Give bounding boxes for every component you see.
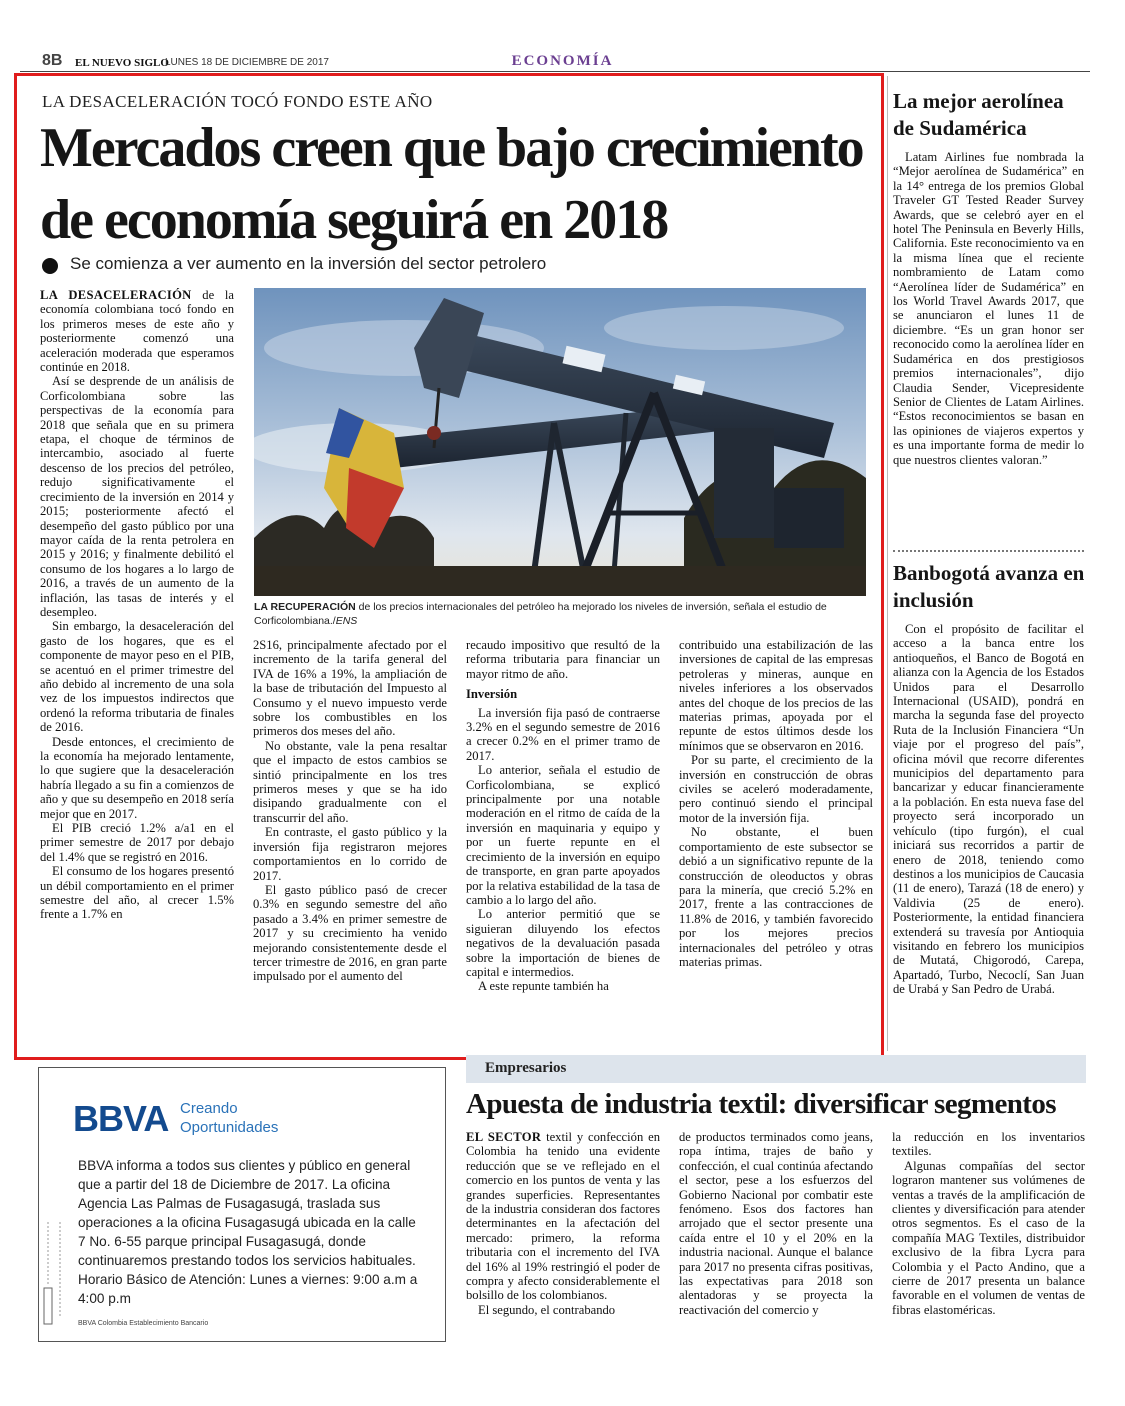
paragraph: textil y confección en Colombia ha tenido una evidente reducción que se ve reflejado en el comercio en los puntos de venta y las grandes superficies. Representantes de la industria consideran dos factores determinantes en la afectación del mercado: primero, la reforma tributaria con el incremento del IVA del 16% al 19% restringió el poder de compra y afecto considerablemente el bolsillo de los colombianos. bbox=[466, 1130, 660, 1303]
empresarios-label: Empresarios bbox=[485, 1060, 567, 1076]
paragraph: El gasto público pasó de crecer 0.3% en segundo semestre del año pasado a 3.4% en primer semestre de 2017 y su crecimiento ha venido mejorando consistentemente desde el tercer trimestre de 2016, en gran parte impulsado por el aumento del bbox=[253, 882, 447, 984]
slogan-line-1: Creando bbox=[180, 1100, 238, 1117]
article-deck: Se comienza a ver aumento en la inversión del sector petrolero bbox=[70, 254, 547, 273]
paragraph: Lo anterior, señala el estudio de Corficolombiana, se explicó principalmente por una notable moderación en el ritmo de caída de la inversión en maquinaria y equipo y por un fuerte repunte en el crecimiento de la inversión en equipo de transporte, en gran parte apoyados por la relativa estabilidad de la tasa de cambio a lo largo del año. bbox=[466, 763, 660, 907]
paragraph: En contraste, el gasto público y la inversión fija registraron mejores comportamientos en lo corrido de 2017. bbox=[253, 825, 447, 883]
paragraph: El PIB creció 1.2% a/a1 en el primer semestre de 2017 por debajo del 1.4% que se registró en 2016. bbox=[40, 821, 234, 864]
empresarios-column-3 bbox=[892, 1130, 1085, 1317]
sidebar-separator bbox=[893, 550, 1084, 552]
article-column-3 bbox=[466, 638, 660, 994]
article-headline bbox=[40, 112, 870, 256]
header-rule bbox=[20, 71, 1090, 72]
deck-bullet bbox=[42, 258, 58, 274]
article-lead-word: LA DESACELERACIÓN bbox=[40, 288, 192, 302]
paragraph: No obstante, vale la pena resaltar que el impacto de estos cambios se sintió principalmente en los tres primeros meses y que se ha ido disipando gradualmente con el transcurrir del año. bbox=[253, 738, 447, 825]
paragraph: recaudo impositivo que resultó de la reforma tributaria para financiar un mayor ritmo de año. bbox=[466, 638, 660, 681]
paragraph: Desde entonces, el crecimiento de la economía ha mejorado lentamente, lo que sugiere que la desaceleración habría llegado a su fin a comienzos de año y que su desempeño en 2018 sería mejor que en 2017. bbox=[40, 734, 234, 821]
oil-pumpjack-photo bbox=[254, 288, 866, 596]
paragraph: 2S16, principalmente afectado por el incremento de la tarifa general del IVA de 16% a 19%, la ampliación de la base de tributación del Impuesto al Consumo y el nuevo impuesto verde sobre los combustibles en los primeros dos meses del año. bbox=[253, 638, 447, 739]
sidebar-divider bbox=[887, 76, 888, 1051]
headline-line-1: Mercados creen que bajo crecimiento bbox=[40, 117, 863, 179]
article-column-1 bbox=[40, 288, 234, 922]
paragraph: A este repunte también ha bbox=[478, 979, 609, 994]
ad-hours: Horario Básico de Atención: Lunes a viernes: 9:00 a.m a 4:00 p.m bbox=[78, 1272, 418, 1306]
caption-lead: LA RECUPERACIÓN bbox=[254, 601, 356, 613]
publication-date: LUNES 18 DE DICIEMBRE DE 2017 bbox=[165, 57, 329, 68]
photo-caption bbox=[254, 600, 869, 628]
article-lead-word: EL SECTOR bbox=[466, 1130, 542, 1144]
paragraph: de productos terminados como jeans, ropa íntima, trajes de baño y confección, el cual continúa afectando el sector, pese a los esfuerzos del Gobierno Nacional por combatir este fenómeno. Esos dos factores han arrojado que el sector presente una caída entre el 10 y el 20% en la industria nacional. Aunque el balance para 2017 no presenta cifras positivas, las expectativas para 2018 son alentadoras y se proyecta la reactivación del comercio y bbox=[679, 1130, 873, 1317]
article-column-2 bbox=[253, 638, 447, 984]
sidebar-story-1-body bbox=[893, 150, 1084, 467]
caption-text: de los precios internacionales del petróleo ha mejorado los niveles de inversión, señala el estudio de Corficolombiana./ bbox=[254, 601, 827, 627]
paragraph: No obstante, el buen comportamiento de este subsector se debió a un significativo repunte de la construcción de oleoductos y obras para la minería, que creció 5.2% en 2017, frente a las contracciones de 11.8% de 2016, y también favorecido por los mejores precios internacionales del petróleo y otras materias primas. bbox=[679, 825, 873, 969]
empresarios-column-1 bbox=[466, 1130, 660, 1317]
empresarios-column-2 bbox=[679, 1130, 873, 1317]
paragraph: El segundo, el contrabando bbox=[478, 1302, 616, 1317]
publication-name: EL NUEVO SIGLO bbox=[75, 57, 169, 69]
paragraph: la reducción en los inventarios textiles. bbox=[892, 1130, 1085, 1159]
vertical-fineprint-icon bbox=[42, 1218, 70, 1326]
slogan-line-2: Oportunidades bbox=[180, 1119, 279, 1136]
empresarios-headline: Apuesta de industria textil: diversificar segmentos bbox=[466, 1088, 1056, 1120]
paragraph: Por su parte, el crecimiento de la inversión en construcción de obras civiles se aceleró moderadamente, pero continuó siendo el principal motor de la inversión fija. bbox=[679, 753, 873, 825]
paragraph: contribuido una estabilización de las inversiones de capital de las empresas petroleras y mineras, aunque en niveles inferiores a los observados antes del choque de los precios de las materias primas, apoyada por el repunte de estos últimos desde los mínimos que se observaron en 2016. bbox=[679, 638, 873, 753]
sidebar-story-1-title: La mejor aerolínea de Sudamérica bbox=[893, 89, 1064, 140]
page-number: 8B bbox=[42, 52, 63, 69]
ad-notice: BBVA informa a todos sus clientes y público en general que a partir del 18 de Diciembre de 2017. La oficina Agencia Las Palmas de Fusagasugá, traslada sus operaciones a la oficina Fusagasugá ubicada en la calle 7 No. 6-55 parque principal Fusagasugá, donde continuaremos prestando todos los servicios habituales. bbox=[78, 1158, 416, 1268]
sidebar-story-2-body bbox=[893, 622, 1084, 997]
paragraph: Latam Airlines fue nombrada la “Mejor aerolínea de Sudamérica” en la 14° entrega de los premios Global Traveler GT Tested Reader Survey Awards, que se celebró ayer en el hotel The Peninsula en Beverly Hills, California. Este reconocimiento va en la misma línea que el reciente nombramiento de Latam como “Aerolínea líder de Sudamérica” en los World Travel Awards 2017, que se anunciaron el lunes 11 de diciembre. “Es un gran honor ser reconocido como la aerolínea líder en Sudamérica en dos prestigiosos premios internacionales”, dijo Claudia Sender, Vicepresidente Senior de Clientes de Latam Airlines. “Estos reconocimientos se basan en las opiniones de viajeros expertos y es una importante forma de medir lo que nuestros clientes valoran.” bbox=[893, 150, 1084, 467]
paragraph: Con el propósito de facilitar el acceso a la banca entre los antioqueños, el Banco de Bogotá en alianza con la Agencia de los Estados Unidos para el Desarrollo Internacional (USAID), pondrá en marcha la segunda fase del proyecto Ruta de la Inclusión Financiera “Un viaje por el progreso del país”, oficina móvil que recorre diferentes municipios del departamento para bancarizar y educar financieramente a la población. En esta nueva fase del proyecto será incorporado un vehículo (tipo furgón), el cual iniciará sus recorridos a partir de enero de 2018, teniendo como destinos a los municipios de Caucasia (11 de enero), Tarazá (18 de enero) y Valdivia (25 de enero). Posteriormente, la entidad financiera extenderá su travesía por Antioquia visitando en febrero los municipios de Mutatá, Chigorodó, Carepa, Apartadó, Turbo, Necoclí, San Juan de Urabá y San Pedro de Urabá. bbox=[893, 622, 1084, 997]
paragraph: Sin embargo, la desaceleración del gasto de los hogares, que es el componente de mayor peso en el PIB, se acentuó en el primer trimestre del año debido al incremento de una sola vez de los impuestos indirectos que ordenó la reforma tributaria de finales de 2016. bbox=[40, 619, 234, 735]
ad-body-text bbox=[78, 1156, 423, 1308]
paragraph: de la economía colombiana tocó fondo en los primeros meses de este año y posteriormente comenzó una aceleración moderada que esperamos continúe en 2018. bbox=[40, 288, 235, 375]
paragraph: Así se desprende de un análisis de Corficolombiana sobre las perspectivas de la economía para 2018 que señala que en su primera etapa, el choque de términos de intercambio, asociado al fuerte descenso de los precios del petróleo, redujo significativamente el crecimiento de la inversión en 2014 y 2015; posteriormente afectó el desempeño del gasto público por una mayor caída de la renta petrolera en 2015 y 2016; y finalmente debilitó el consumo de los hogares a lo largo de 2016, a través de un aumento de la inflación, las tasas de interés y el desempleo. bbox=[40, 374, 234, 619]
article-kicker: LA DESACELERACIÓN TOCÓ FONDO ESTE AÑO bbox=[42, 92, 433, 111]
paragraph: El consumo de los hogares presentó un débil comportamiento en el primer semestre del año, al crecer 1.5% frente a 1.7% en bbox=[40, 864, 234, 922]
bbva-logo: BBVA bbox=[73, 1098, 169, 1139]
paragraph: La inversión fija pasó de contraerse 3.2% en el segundo semestre de 2016 a crecer 0.2% en el primer tramo de 2017. bbox=[466, 705, 660, 763]
ad-footer: BBVA Colombia Establecimiento Bancario bbox=[78, 1320, 209, 1327]
sidebar-story-2-title: Banbogotá avanza en inclusión bbox=[893, 561, 1085, 612]
headline-line-2: de economía seguirá en 2018 bbox=[40, 189, 668, 251]
paragraph: Algunas compañías del sector lograron mantener sus volúmenes de ventas a través de la amplificación de clientes y diversificación para atender otros segmentos. Es el caso de la compañía MAG Textiles, distribuidor exclusivo de la fibra Lycra para Colombia y el Pacto Andino, que a cierre de 2017 presenta un balance favorable en el volumen de ventas de fibras elastoméricas. bbox=[892, 1158, 1085, 1317]
photo-credit: ENS bbox=[335, 615, 358, 627]
section-name: ECONOMÍA bbox=[511, 53, 614, 69]
bbva-slogan bbox=[180, 1099, 278, 1137]
article-column-4 bbox=[679, 638, 873, 969]
section-subhead: Inversión bbox=[466, 687, 518, 702]
paragraph: Lo anterior permitió que se siguieran diluyendo los efectos negativos de la devaluación pasada sobre la importación de bienes de capital e intermedios. bbox=[466, 907, 660, 979]
